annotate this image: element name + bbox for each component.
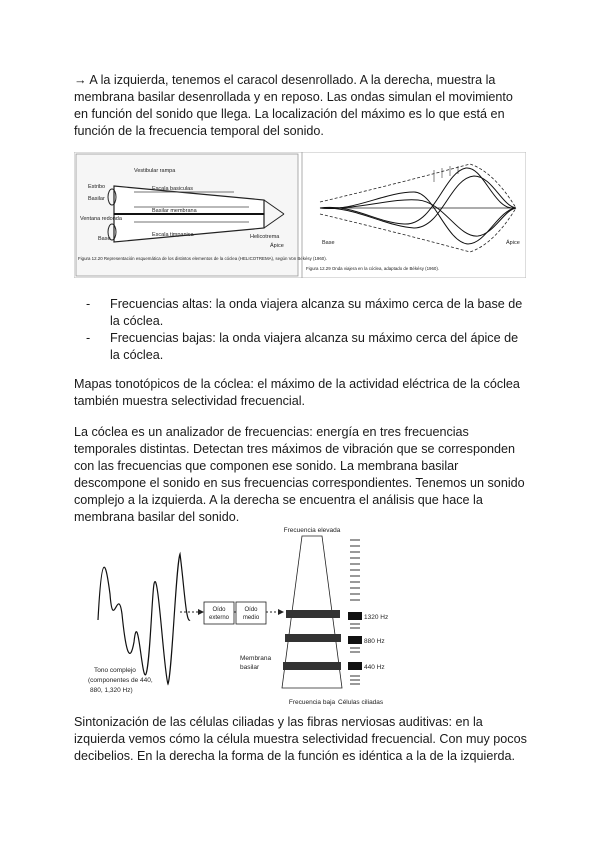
intro-paragraph: [74, 72, 530, 140]
tuning-paragraph: Sintonización de las células ciliadas y las fibras nerviosas auditivas: en la izquierda vemos cómo la célula muestra selectividad frecuencial. Con muy pocos decibelios. En la derecha la forma de la función es idéntica a la de la izquierda.: [74, 715, 527, 763]
label-base: Base: [98, 236, 111, 242]
hair-cell-440: [348, 662, 362, 670]
band-1320: [286, 610, 340, 618]
hair-cells-label: Células ciliadas: [338, 699, 384, 706]
outer-ear-label-2: externo: [208, 615, 230, 621]
basilar-membrane-label-1: Membrana: [240, 655, 272, 662]
bullet-high-frequencies: - Frecuencias altas: la onda viajera alcanza su máximo cerca de la base de la cóclea.: [86, 296, 530, 330]
complex-tone-label-1: Tono complejo: [94, 667, 136, 674]
label-stapes: Estribo: [88, 184, 106, 190]
right-figure-caption: Figura 12.29 Onda viajera en la cóclea, adaptado de Békésy (1960).: [306, 266, 440, 271]
label-wave-apex: Ápice: [506, 240, 520, 246]
hair-cell-1320: [348, 612, 362, 620]
label-basal-scale: Escala basiculas: [152, 186, 193, 192]
tonotopic-paragraph: Mapas tonotópicos de la cóclea: el máximo de la actividad eléctrica de la cóclea también muestra selectividad frecuencial.: [74, 377, 520, 408]
bullet-low-frequencies: - Frecuencias bajas: la onda viajera alcanza su máximo cerca del ápice de la cóclea.: [86, 330, 530, 364]
label-round-window: Ventana redonda: [80, 216, 122, 222]
basilar-membrane-label-2: basilar: [240, 664, 260, 671]
analyzer-paragraph: La cóclea es un analizador de frecuencias: energía en tres frecuencias temporales distintas. Detectan tres máximos de vibración que se corresponden con las frecuencias que componen ese sonido. La membrana basilar descompone el sonido en sus frecuencias correspondientes. Tenemos un sonido complejo a la izquierda. A la derecha se encuentra el análisis que hace la membrana basilar del sonido.: [74, 425, 525, 524]
band-440: [283, 662, 341, 670]
freq-label-440: 440 Hz: [364, 664, 385, 671]
label-tympanic-scale: Escala timpanica: [152, 232, 194, 238]
arrow-glyph: →: [74, 73, 87, 87]
frequency-analysis-figure: [80, 524, 500, 710]
label-wave-base: Base: [322, 240, 335, 246]
high-frequency-label: Frecuencia elevada: [283, 527, 341, 534]
unrolled-cochlea-diagram: [76, 154, 327, 276]
outer-ear-label-1: Oído: [212, 607, 226, 613]
intro-text: A la izquierda, tenemos el caracol desenrollado. A la derecha, muestra la membrana basilar desenrollada y en reposo. Las ondas simulan el movimiento en función del sonido que llega. La localización del máximo es lo que está en función de la frecuencia temporal del sonido.: [74, 73, 513, 138]
label-apex: Ápice: [270, 243, 284, 249]
left-figure-caption: Figura 12.20 Representación esquemática de los distintos elementos de la cóclea (HELICOTREMA), según Von Békésy (1960).: [78, 256, 327, 261]
label-basilar: Basilar: [88, 196, 105, 202]
complex-tone-waveform: [98, 554, 190, 684]
band-880: [285, 634, 341, 642]
cochlea-figure: [74, 152, 526, 278]
complex-tone-label-2: (componentes de 440,: [88, 677, 153, 684]
middle-ear-label-2: medio: [242, 615, 260, 621]
hair-cell-880: [348, 636, 362, 644]
freq-label-1320: 1320 Hz: [364, 614, 389, 621]
low-frequency-label: Frecuencia baja: [288, 699, 336, 706]
complex-tone-label-3: 880, 1,320 Hz): [90, 687, 133, 694]
label-basilar-membrane: Basilar membrana: [152, 208, 197, 214]
label-vestibular-scale: Vestibular rampa: [134, 168, 176, 174]
label-helicotrema: Helicotrema: [250, 234, 280, 240]
middle-ear-label-1: Oído: [244, 607, 258, 613]
freq-label-880: 880 Hz: [364, 638, 385, 645]
frequency-bullet-list: [86, 296, 530, 364]
